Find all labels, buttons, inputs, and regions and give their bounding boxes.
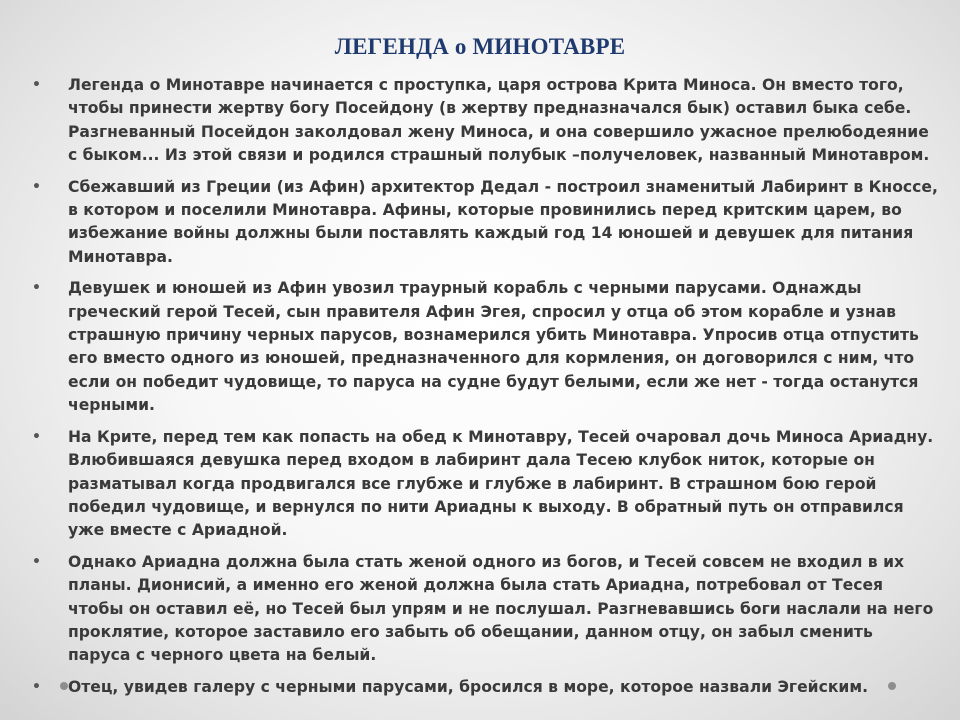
bullet-icon: • — [32, 178, 41, 195]
bullet-icon: • — [32, 678, 41, 695]
bullet-icon: • — [32, 553, 41, 570]
bullet-paragraph-5 — [30, 551, 940, 668]
paragraph-text: Девушек и юношей из Афин увозил траурный корабль с черными парусами. Однажды греческий герой Тесей, сын правителя Афин Эгея, спросил у отца об этом корабле и узнав страшную причину черных парусов, вознамерился убить Минотавра. Упросив отца отпустить его вместо одного из юношей, предназначенного для кормления, он договорился с ним, что если он победит чудовище, то паруса на судне будут белыми, если же нет - тогда останутся черными. — [68, 279, 919, 415]
bullet-paragraph-1 — [30, 74, 940, 168]
bullet-paragraph-4 — [30, 426, 940, 543]
bullet-icon: • — [32, 428, 41, 445]
bullet-paragraph-2 — [30, 176, 940, 270]
bullet-icon: • — [32, 280, 41, 297]
bullet-icon: • — [32, 77, 41, 93]
paragraph-text: Отец, увидев галеру с черными парусами, бросился в море, которое назвали Эгейским. — [68, 677, 868, 696]
decorative-dot-left-icon — [60, 682, 68, 690]
paragraph-text: На Крите, перед тем как попасть на обед к Минотавру, Тесей очаровал дочь Миноса Ариадну. Влюбившаяся девушка перед входом в лабиринт дала Тесею клубок ниток, которые он разматывал когда продвигался все глубже и глубже в лабиринт. В страшном бою герой победил чудовище, и вернулся по нити Ариадны к выходу. В обратный путь он отправился уже вместе с Ариадной. — [68, 427, 934, 540]
slide-title: ЛЕГЕНДА о МИНОТАВРЕ — [334, 34, 626, 59]
paragraph-text: Однако Ариадна должна была стать женой одного из богов, и Тесей совсем не входил в их планы. Дионисий, а именно его женой должна была стать Ариадна, потребовал от Тесея чтобы он оставил её, но Тесей был упрям и не послушал. Разгневавшись боги наслали на него проклятие, которое заставило его забыть об обещании, данном отцу, он забыл сменить паруса с черного цвета на белый. — [68, 552, 934, 665]
paragraph-text: Легенда о Минотавре начинается с проступка, царя острова Крита Миноса. Он вместо того, чтобы принести жертву богу Посейдону (в жертву предназначался бык) оставил быка себе. Разгневанный Посейдон заколдовал жену Миноса, и она совершило ужасное прелюбодеяние с быком... Из этой связи и родился страшный полубык –получеловек, названный Минотавром. — [68, 76, 930, 165]
bullet-list — [30, 74, 940, 707]
paragraph-text: Сбежавший из Греции (из Афин) архитектор Дедал - построил знаменитый Лабиринт в Кноссе, в котором и поселили Минотавра. Афины, которые провинились перед критским царем, во избежание войны должны были поставлять каждый год 14 юношей и девушек для питания Минотавра. — [68, 177, 938, 266]
bullet-paragraph-3 — [30, 277, 940, 417]
bullet-paragraph-6 — [30, 676, 940, 699]
decorative-dot-right-icon — [888, 682, 896, 690]
